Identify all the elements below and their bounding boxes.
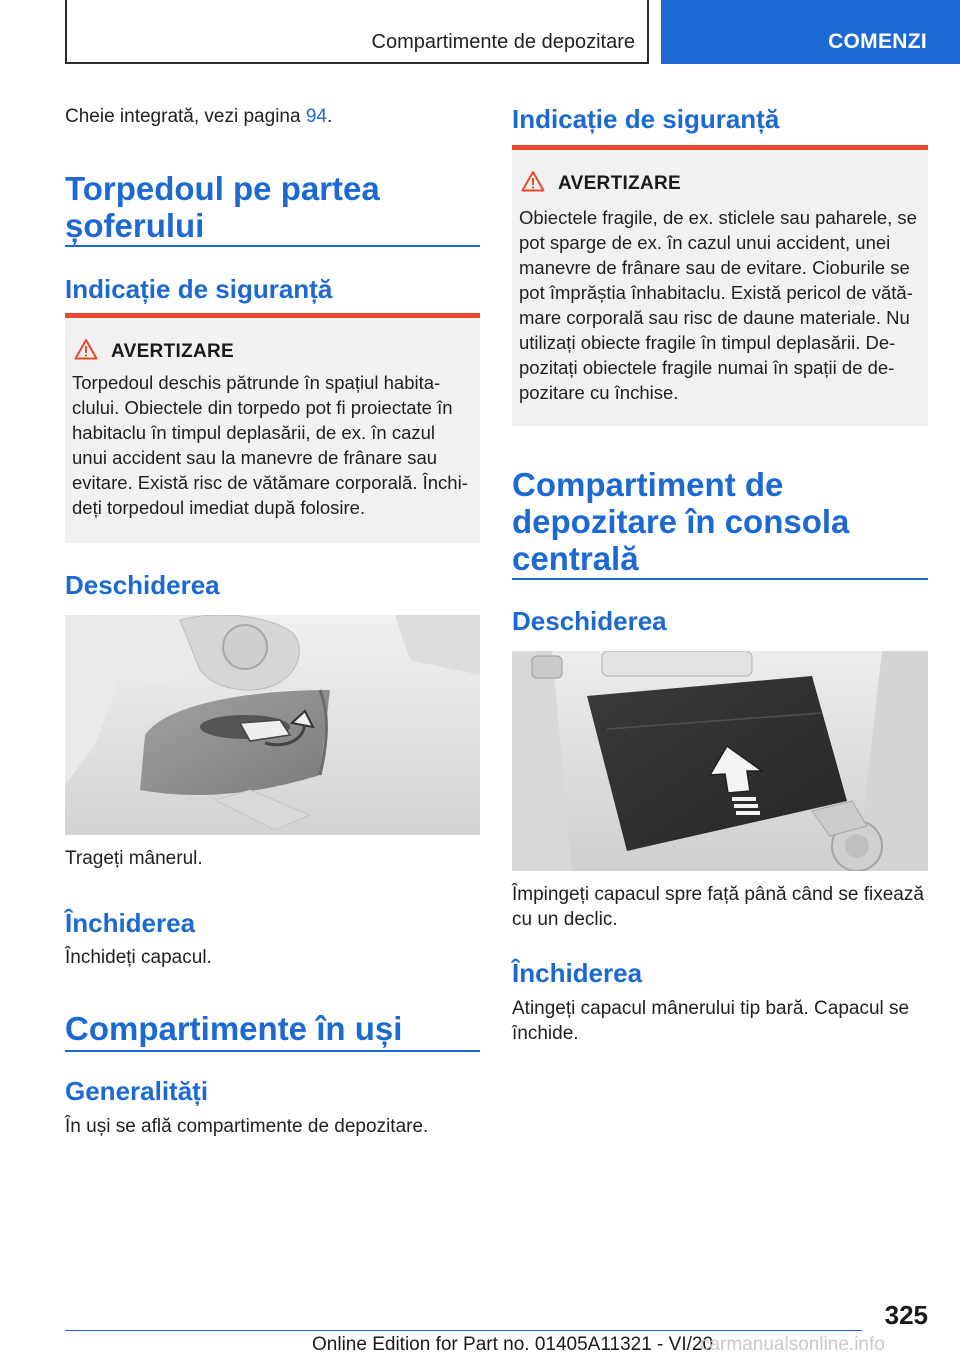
- warning-box: [65, 313, 480, 543]
- center-console-illustration: [512, 651, 928, 871]
- subheading-general: Generalități: [65, 1076, 209, 1106]
- subheading-close: Închiderea: [512, 958, 643, 988]
- subheading-open: Deschiderea: [65, 570, 220, 600]
- close-text: Atingeți capacul mânerului tip bară. Capacul se închide.: [512, 998, 910, 1044]
- header-tab-comenzi[interactable]: [661, 0, 960, 64]
- warning-triangle-icon: [521, 170, 545, 192]
- footer-edition: Online Edition for Part no. 01405A11321 - VI/20: [312, 1334, 714, 1355]
- section-title-center-console: Compartiment de depozitare în consola centrală: [512, 466, 850, 577]
- open-caption: Împingeți capacul spre față până când se fixează cu un declic.: [512, 884, 924, 930]
- section-rule: [512, 578, 928, 580]
- subheading-open: Deschiderea: [512, 606, 667, 636]
- open-caption: Trageți mânerul.: [65, 848, 203, 869]
- footer-rule: [65, 1330, 862, 1331]
- warning-text: Obiectele fragile, de ex. sticlele sau paharele, se pot sparge de ex. în cazul unui accident, unei manevre de frânare sau de evitare. Cioburile se pot împrăștia înhabitaclu. Există pericol de vătă- mare corporală sau risc de daune materiale. Nu utilizați obiecte fragile în timpul deplasării. De- pozitați obiectele fragile numai în spații de de- pozitare cu închise.: [519, 207, 917, 403]
- warning-label: AVERTIZARE: [558, 173, 681, 194]
- footer-watermark: carmanualsonline.info: [700, 1334, 885, 1355]
- intro-text: Cheie integrată, vezi pagina 94.: [65, 106, 333, 127]
- glovebox-illustration: [65, 615, 480, 835]
- close-text: Închideți capacul.: [65, 947, 212, 968]
- subheading-close: Închiderea: [65, 908, 196, 938]
- warning-text: Torpedoul deschis pătrunde în spațiul habita- clului. Obiectele din torpedo pot fi proiectate în habitaclu în timpul deplasării, de ex. în cazul unui accident sau la manevre de frânare sau evitare. Există risc de vătămare corporală. Închi- deți torpedoul imediat după folosire.: [72, 372, 468, 518]
- warning-label: AVERTIZARE: [111, 341, 234, 362]
- section-title-door-compartments: Compartimente în uși: [65, 1010, 403, 1047]
- section-rule: [65, 245, 480, 247]
- header-title-box: [65, 0, 649, 64]
- header-tab-label: COMENZI: [828, 30, 927, 53]
- header-title: Compartimente de depozitare: [371, 31, 635, 53]
- subheading-safety: Indicație de siguranță: [512, 104, 780, 134]
- section-rule: [65, 1050, 480, 1052]
- page-link-94[interactable]: 94: [305, 106, 327, 127]
- section-title-glovebox: Torpedoul pe partea șoferului: [65, 170, 380, 244]
- page-number: 325: [884, 1300, 928, 1330]
- warning-box: [512, 145, 928, 426]
- warning-triangle-icon: [74, 338, 98, 360]
- subheading-safety: Indicație de siguranță: [65, 274, 333, 304]
- general-text: În uși se află compartimente de depozitare.: [65, 1116, 429, 1137]
